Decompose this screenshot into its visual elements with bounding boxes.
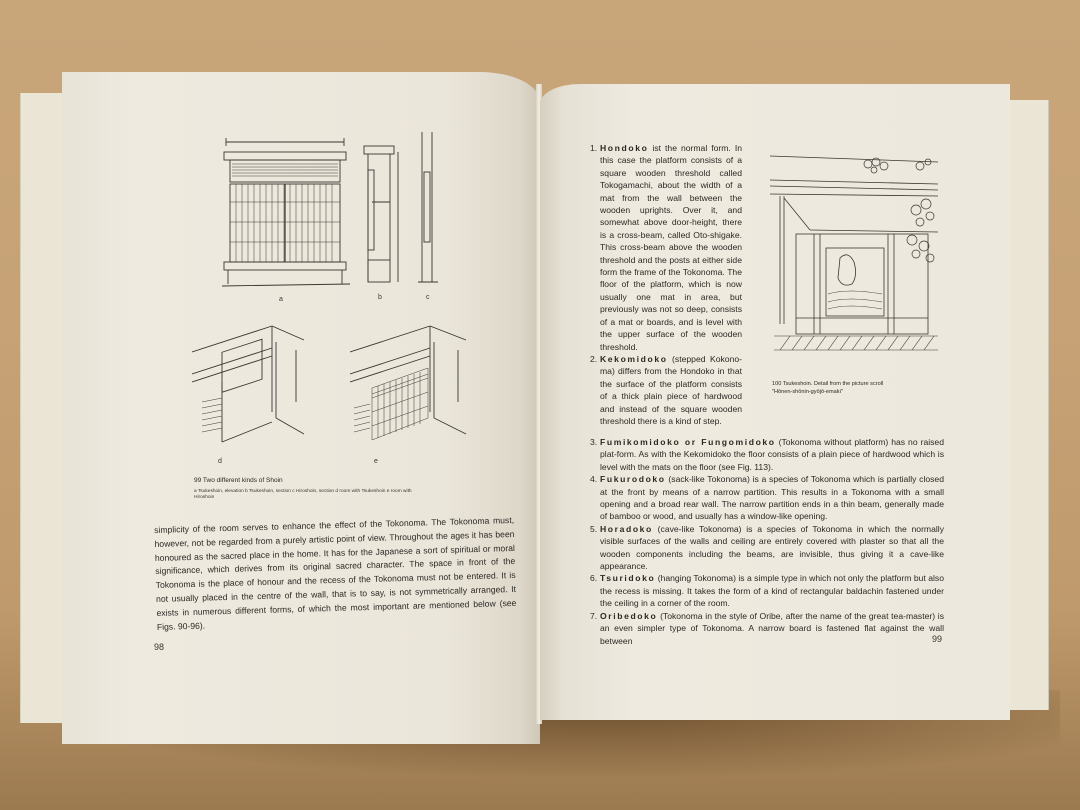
- term-oribedoko: Oribedoko: [600, 610, 658, 621]
- figure-label-a: a: [279, 296, 283, 303]
- term-fukurodoko: Fukurodoko: [600, 474, 666, 485]
- page-number-right: 99: [932, 634, 943, 644]
- list-item-2: 2. Kekomidoko (stepped Kokono-ma) differs from the Hondoko in that the surface of the platform consists of a thick plain piece of hardwood and instead of the square wooden threshold there is a kind of step.: [590, 353, 742, 426]
- shoin-room-drawing-d: [192, 322, 312, 452]
- figure-label-d: d: [218, 458, 222, 465]
- tsukeshoin-scroll-illustration: [770, 154, 938, 358]
- term-tsuridoko: Tsuridoko: [600, 573, 656, 584]
- tokonoma-list-bottom: [590, 436, 944, 647]
- term-kekomidoko: Kekomidoko: [600, 353, 668, 364]
- shoin-elevation-drawing: [222, 132, 452, 302]
- left-body-text: simplicity of the room serves to enhance the effect of the Tokonoma. The Tokonoma must, however, not be regarded from a purely artistic point of view. Throughout the ages it has been honoured as the sacred place in the home. It has for the Japanese a sort of spiritual or moral significance, which derives from its original sacred character. The space in front of the Tokonoma is the place of honour and the recess of the Tokonoma must not be entered. It is not usually placed in the centre of the wall, that is to say, is not symmetrically arranged. It exists in numerous different forms, of which the most important are mentioned below (see Figs. 90-96).: [154, 514, 517, 632]
- list-item-6: 6. Tsuridoko (hanging Tokonoma) is a simple type in which not only the platform but also the recess is missing. It takes the form of a kind of rectangular baldachin fastened under the ceiling in a corner of the room.: [590, 573, 944, 609]
- shoin-room-drawing-e: [350, 322, 470, 452]
- page-number-left: 98: [154, 642, 165, 652]
- list-item-3: 3. Fumikomidoko or Fungomidoko (Tokonoma without platform) has no raised plat-form. As with the Kekomidoko the floor consists of a plain piece of hardwood which is level with the mats on the floor (see Fig. 113).: [590, 437, 944, 472]
- left-page: [62, 72, 540, 744]
- figure-100-caption: 100 Tsukeshoin. Detail from the picture scroll "Hōnen-shōnin-gyōjō-emaki": [772, 381, 884, 395]
- list-item-5: 5. Horadoko (cave-like Tokonoma) is a species of Tokonoma in which the normally visible surfaces of the walls and ceiling are entirely covered with plaster so that all the wooden components including the beams, are invisible, thus giving it a cave-like appearance.: [590, 523, 944, 572]
- tokonoma-list-top: [590, 142, 742, 427]
- figure-label-e: e: [374, 458, 378, 465]
- list-item-4: 4. Fukurodoko (sack-like Tokonoma) is a species of Tokonoma which is partially closed at the front by means of a narrow partition. This results in a Tokonoma with a small opening and a broad rear wall. The narrow partition ends in a thin beam, generally made of bamboo or wood, and usually has a window-like opening.: [590, 474, 944, 522]
- list-item-1: 1. Hondoko ist the normal form. In this case the platform consists of a square wooden threshold called Tokogamachi, about the width of a mat from the wall between the wooden uprights. Over it, and somewhat above door-height, there is a cross-beam, called Oto-shigake. This cross-beam above the wooden threshold and the posts at either side form the frame of the Tokonoma. The floor of the platform, which is now usually one mat in area, but previously was not so deep, consists of a mat or boards, and is level with the upper surface of the wooden threshold.: [590, 143, 742, 352]
- term-horadoko: Horadoko: [600, 523, 653, 534]
- term-fumikomidoko: Fumikomidoko or Fungomidoko: [600, 437, 776, 447]
- figure-label-b: b: [378, 294, 382, 301]
- figure-label-c: c: [426, 294, 430, 301]
- figure-99-subcaption: a Tsukeshoin, elevation b Tsukeshoin, section c Hiroshoin, section d room with Tsukeshoin e room with Hiroshoin: [194, 489, 412, 500]
- right-page: [540, 84, 1010, 720]
- figure-99-caption: 99 Two different kinds of Shoin: [194, 477, 283, 484]
- list-item-7: 7. Oribedoko (Tokonoma in the style of Oribe, after the name of the great tea-master) is an even simpler type of Tokonoma. A narrow board is fastened flat against the wall between: [590, 610, 944, 646]
- term-hondoko: Hondoko: [600, 143, 649, 153]
